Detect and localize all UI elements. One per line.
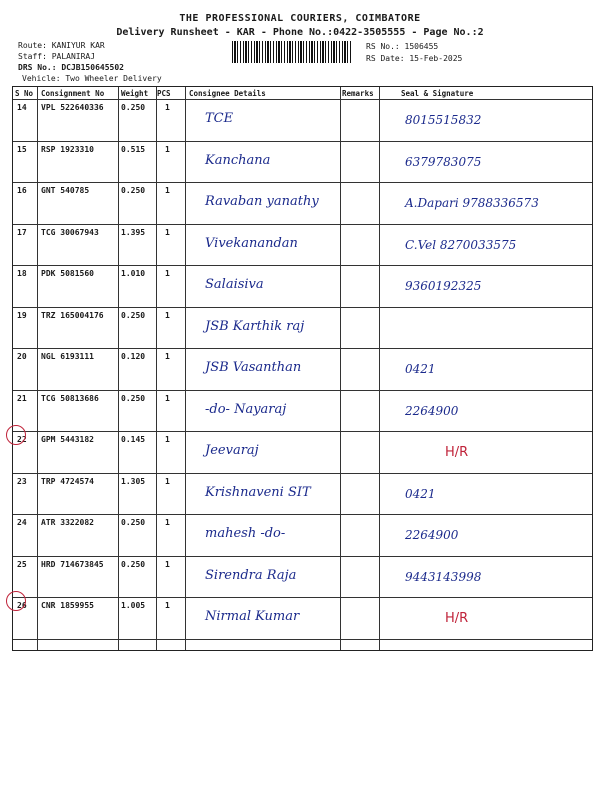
row-consignment-no: TRZ 165004176 [41, 310, 104, 320]
row-consignment-no: VPL 522640336 [41, 103, 104, 112]
row-pcs: 1 [165, 269, 170, 278]
row-consignment-no: NGL 6193111 [41, 352, 94, 361]
row-weight: 1.005 [121, 601, 146, 610]
row-signature: 9360192325 [405, 279, 482, 293]
row-pcs: 1 [165, 103, 170, 112]
row-consignment-no: TCG 50813686 [41, 393, 99, 403]
row-weight: 1.305 [121, 476, 146, 486]
row-pcs: 1 [165, 186, 170, 195]
row-signature: 8015515832 [405, 113, 482, 127]
row-pcs: 1 [165, 393, 170, 403]
row-signature: 0421 [405, 486, 436, 501]
col-header-weight: Weight [121, 89, 149, 98]
row-consignment-no: HRD 714673845 [41, 559, 104, 569]
row-weight: 0.250 [121, 103, 146, 112]
row-pcs: 1 [165, 518, 170, 527]
table-row [13, 597, 592, 639]
row-consignee-handwriting: JSB Vasanthan [205, 360, 302, 375]
row-consignment-no: GPM 5443182 [41, 435, 94, 444]
row-consignee-handwriting: mahesh -do- [205, 526, 286, 541]
row-consignee-handwriting: Kanchana [205, 152, 271, 168]
table-end-line [13, 639, 592, 640]
row-consignee-handwriting: -do- Nayaraj [205, 401, 287, 417]
row-consignment-no: RSP 1923310 [41, 144, 94, 154]
row-hr-mark: H/R [445, 445, 469, 460]
table-row [13, 224, 592, 266]
row-sno: 22 [17, 435, 27, 444]
row-consignee-handwriting: JSB Karthik raj [205, 318, 305, 334]
vehicle-label: Vehicle: Two Wheeler Delivery [22, 74, 162, 83]
row-sno: 25 [17, 559, 27, 569]
row-pcs: 1 [165, 227, 170, 237]
row-signature: 9443143998 [405, 569, 482, 584]
row-consignment-no: PDK 5081560 [41, 269, 94, 278]
row-sno: 21 [17, 393, 27, 403]
red-circle-mark [6, 591, 26, 611]
row-signature: 6379783075 [405, 154, 482, 169]
row-sno: 23 [17, 476, 27, 486]
rs-number: RS No.: 1506455 [366, 42, 439, 51]
row-sno: 26 [17, 601, 27, 610]
table-row [13, 431, 592, 473]
row-pcs: 1 [165, 476, 170, 486]
row-hr-mark: H/R [445, 611, 469, 626]
table-row [13, 514, 592, 556]
row-weight: 1.010 [121, 269, 146, 278]
barcode-image [232, 41, 352, 63]
table-row [13, 348, 592, 390]
row-signature: 0421 [405, 362, 436, 376]
row-pcs: 1 [165, 601, 170, 610]
table-row [13, 141, 592, 183]
row-pcs: 1 [165, 352, 170, 361]
table-row [13, 99, 592, 141]
row-consignment-no: CNR 1859955 [41, 601, 94, 610]
table-row [13, 390, 592, 432]
row-weight: 0.250 [121, 393, 146, 403]
row-consignee-handwriting: Vivekanandan [205, 235, 298, 251]
row-consignment-no: ATR 3322082 [41, 518, 94, 527]
row-consignee-handwriting: Nirmal Kumar [205, 609, 300, 624]
red-circle-mark [6, 425, 26, 445]
rs-date: RS Date: 15-Feb-2025 [366, 54, 463, 63]
row-signature: A.Dapari 9788336573 [405, 196, 539, 210]
route-label: Route: KANIYUR KAR [18, 41, 105, 50]
runsheet-table [12, 86, 593, 651]
row-sno: 24 [17, 518, 27, 527]
row-consignee-handwriting: Sirendra Raja [205, 567, 297, 583]
col-header-signature: Seal & Signature [401, 89, 474, 98]
col-header-sno: S No [15, 89, 34, 98]
table-row [13, 473, 592, 515]
row-weight: 0.515 [121, 144, 146, 154]
row-consignee-handwriting: Jeevaraj [205, 443, 259, 458]
col-header-pcs: PCS [157, 89, 171, 98]
row-sno: 14 [17, 103, 27, 112]
row-sno: 19 [17, 310, 27, 320]
col-header-remarks: Remarks [342, 89, 374, 98]
table-row [13, 307, 592, 349]
row-sno: 18 [17, 269, 27, 278]
row-pcs: 1 [165, 310, 170, 320]
row-consignment-no: TCG 30067943 [41, 227, 99, 237]
row-consignee-handwriting: Krishnaveni SIT [205, 484, 311, 500]
row-pcs: 1 [165, 435, 170, 444]
table-row [13, 556, 592, 598]
page-title: THE PROFESSIONAL COURIERS, COIMBATORE [179, 13, 421, 24]
row-weight: 0.250 [121, 310, 146, 320]
drs-number: DRS No.: DCJB150645502 [18, 63, 124, 72]
row-consignee-handwriting: Ravaban yanathy [205, 194, 319, 209]
row-signature: 2264900 [405, 403, 459, 418]
row-weight: 0.120 [121, 352, 146, 361]
table-row [13, 182, 592, 224]
staff-label: Staff: PALANIRAJ [18, 52, 96, 61]
row-weight: 1.395 [121, 227, 146, 237]
row-sno: 17 [17, 227, 27, 237]
row-consignee-handwriting: Salaisiva [205, 277, 264, 292]
row-consignment-no: TRP 4724574 [41, 476, 94, 486]
runsheet-subtitle: Delivery Runsheet - KAR - Phone No.:0422-3505555 - Page No.:2 [116, 27, 484, 38]
row-signature: C.Vel 8270033575 [405, 237, 517, 252]
col-header-consignment: Consignment No [41, 89, 105, 98]
row-weight: 0.250 [121, 559, 146, 569]
row-weight: 0.250 [121, 186, 146, 195]
row-pcs: 1 [165, 144, 170, 154]
row-sno: 15 [17, 144, 27, 154]
col-header-consignee: Consignee Details [189, 89, 266, 98]
row-consignment-no: GNT 540785 [41, 186, 90, 195]
row-signature: 2264900 [405, 528, 459, 542]
row-sno: 16 [17, 186, 27, 195]
row-pcs: 1 [165, 559, 170, 569]
row-consignee-handwriting: TCE [205, 111, 234, 126]
row-weight: 0.145 [121, 435, 146, 444]
table-row [13, 265, 592, 307]
row-weight: 0.250 [121, 518, 146, 527]
row-sno: 20 [17, 352, 27, 361]
